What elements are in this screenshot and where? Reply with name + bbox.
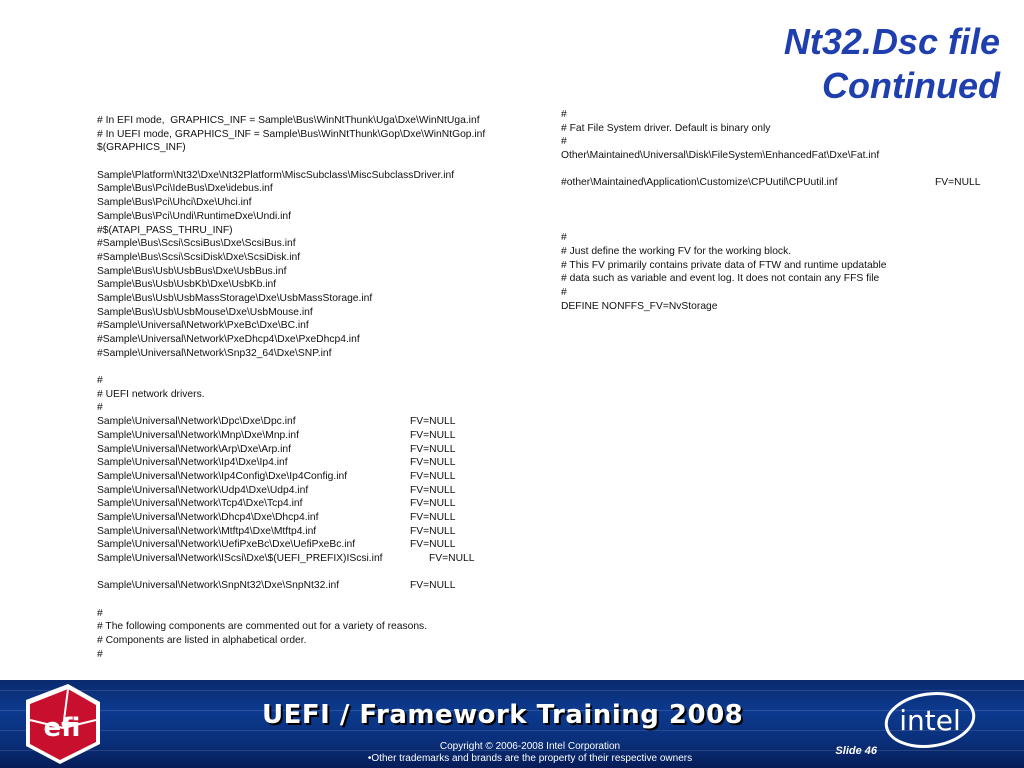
code-line: # [561,109,567,120]
slide-title [640,20,1000,108]
right-code-column [561,108,1001,313]
code-line: # [561,136,567,148]
code-line: Sample\Bus\Pci\Uhci\Dxe\Uhci.inf [97,197,252,209]
fv-value: FV=NULL [429,553,475,564]
copyright-line: Copyright © 2006-2008 Intel Corporation [439,741,621,752]
fv-value: FV=NULL [410,498,456,510]
code-line [561,190,1001,204]
driver-path: Sample\Universal\Network\Mnp\Dxe\Mnp.inf [97,429,300,441]
code-line: $(GRAPHICS_INF) [97,142,186,154]
footer-title: UEFI / Framework Training 2008 [262,700,744,730]
code-line: # Components are listed in alphabetical order. [97,635,307,647]
code-line: Sample\Bus\Usb\UsbBus\Dxe\UsbBus.inf [97,265,287,277]
code-line: # This FV primarily contains private data of FTW and runtime updatable [561,259,887,271]
driver-path: Sample\Universal\Network\Arp\Dxe\Arp.inf [97,443,291,455]
code-line: #other\Maintained\Application\Customize\CPUutil\CPUutil.inf FV=NULL [561,177,981,189]
code-line: Sample\Bus\Usb\UsbMouse\Dxe\UsbMouse.inf [97,306,313,318]
fv-value: FV=NULL [410,484,456,496]
intel-logo-text: intel [899,704,961,737]
network-driver-row [97,538,527,552]
code-line: # In EFI mode, GRAPHICS_INF = Sample\Bus\WinNtThunk\Uga\Dxe\WinNtUga.inf [97,115,480,126]
code-line: # [97,607,103,619]
network-driver-row [97,566,527,580]
code-line [561,204,1001,218]
code-line: Sample\Platform\Nt32\Dxe\Nt32Platform\MiscSubclass\MiscSubclassDriver.inf [97,169,455,181]
fv-value: FV=NULL [410,511,456,523]
code-line: # [97,648,103,660]
network-driver-row [97,497,527,511]
driver-path: Sample\Universal\Network\Ip4\Dxe\Ip4.inf [97,457,288,469]
code-line: #Sample\Universal\Network\Snp32_64\Dxe\SNP.inf [97,347,332,359]
code-line [97,593,527,607]
code-line: DEFINE NONFFS_FV=NvStorage [561,300,718,312]
driver-path: Sample\Universal\Network\Tcp4\Dxe\Tcp4.inf [97,498,303,510]
code-line: # Fat File System driver. Default is binary only [561,122,771,134]
fv-value: FV=NULL [935,177,981,189]
trademark-line: •Other trademarks and brands are the property of their respective owners [367,753,693,764]
code-line: # Just define the working FV for the working block. [561,245,792,257]
left-code-column [97,114,527,662]
network-driver-row [97,511,527,525]
fv-value: FV=NULL [410,429,456,441]
intel-logo [882,690,982,750]
driver-path: Sample\Universal\Network\Udp4\Dxe\Udp4.inf [97,484,309,496]
copyright-notice [300,741,760,765]
code-line: # [561,232,567,244]
driver-path: Sample\Universal\Network\IScsi\Dxe\$(UEFI_PREFIX)IScsi.inf [97,553,383,564]
code-line: # UEFI network drivers. [97,388,205,400]
slide-number: Slide 46 [835,745,877,757]
code-line [561,163,1001,177]
code-line: # In UEFI mode, GRAPHICS_INF = Sample\Bus\WinNtThunk\Gop\Dxe\WinNtGop.inf [97,128,486,140]
driver-path: Sample\Universal\Network\SnpNt32\Dxe\SnpNt32.inf [97,580,340,592]
code-line: Sample\Bus\Usb\UsbMassStorage\Dxe\UsbMassStorage.inf [97,292,373,304]
code-line: Sample\Bus\Pci\IdeBus\Dxe\idebus.inf [97,183,273,195]
driver-path: Sample\Universal\Network\UefiPxeBc\Dxe\UefiPxeBc.inf [97,539,356,551]
code-line: #$(ATAPI_PASS_THRU_INF) [97,224,233,236]
driver-path: Sample\Universal\Network\Ip4Config\Dxe\Ip4Config.inf [97,470,348,482]
network-driver-row [97,525,527,539]
code-line [561,218,1001,232]
code-line [97,360,527,374]
driver-path: Sample\Universal\Network\Dhcp4\Dxe\Dhcp4.inf [97,511,319,523]
code-line: #Sample\Universal\Network\PxeBc\Dxe\BC.inf [97,320,309,332]
network-driver-row [97,470,527,484]
fv-value: FV=NULL [410,580,456,592]
fv-value: FV=NULL [410,470,456,482]
code-line: # The following components are commented out for a variety of reasons. [97,621,428,633]
uefi-logo [8,680,108,768]
code-line: # data such as variable and event log. It does not contain any FFS file [561,273,880,285]
slide-title-line-2: Continued [822,65,1000,106]
network-driver-row [97,579,527,593]
code-line: # [561,286,567,298]
network-driver-row [97,415,527,429]
network-driver-row [97,429,527,443]
code-line: Other\Maintained\Universal\Disk\FileSystem\EnhancedFat\Dxe\Fat.inf [561,150,880,162]
network-driver-row [97,443,527,457]
network-driver-row [97,456,527,470]
fv-value: FV=NULL [410,443,456,455]
code-line: # [97,402,103,414]
uefi-logo-text: efi [43,713,81,743]
code-line: #Sample\Universal\Network\PxeDhcp4\Dxe\PxeDhcp4.inf [97,334,360,345]
footer-banner [0,680,1024,768]
driver-path: Sample\Universal\Network\Dpc\Dxe\Dpc.inf [97,416,296,428]
code-line: Sample\Bus\Usb\UsbKb\Dxe\UsbKb.inf [97,279,277,291]
code-line: #Sample\Bus\Scsi\ScsiDisk\Dxe\ScsiDisk.inf [97,251,301,263]
driver-path: Sample\Universal\Network\Mtftp4\Dxe\Mtftp4.inf [97,525,317,537]
network-driver-row [97,552,527,566]
code-line [97,155,527,169]
code-line: Sample\Bus\Pci\Undi\RuntimeDxe\Undi.inf [97,210,292,222]
code-line: #Sample\Bus\Scsi\ScsiBus\Dxe\ScsiBus.inf [97,238,296,250]
code-line: # [97,375,103,387]
fv-value: FV=NULL [410,525,456,537]
fv-value: FV=NULL [410,457,456,469]
slide-title-line-1: Nt32.Dsc file [783,21,1000,62]
fv-value: FV=NULL [410,416,456,428]
network-driver-row [97,484,527,498]
fv-value: FV=NULL [410,539,456,551]
